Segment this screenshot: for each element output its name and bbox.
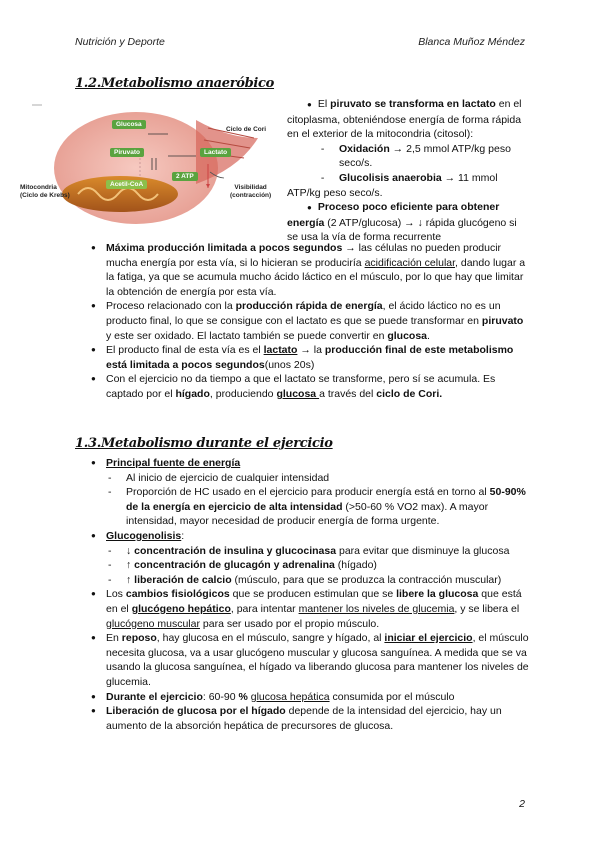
header-right: Blanca Muñoz Méndez xyxy=(418,36,525,48)
bullet-produccion-rapida: ● Proceso relacionado con la producción rápida de energía, el ácido láctico no es un producto final, lo que se consigue con el lactato es que se puede transformar en piruvato y este ser oxidado. El lactato también se puede convertir en glucosa. xyxy=(88,299,530,343)
dash-calcio: - ↑ liberación de calcio (músculo, para que se produzca la contracción muscular) xyxy=(88,573,530,588)
bullet-cambios-fisiologicos: ● Los cambios fisiológicos que se producen estimulan que se libere la glucosa que está en el glucógeno hepático, para intentar mantener los niveles de glucemia, y se libera el glucógeno muscular para ser usado por el propio músculo. xyxy=(88,587,530,631)
diagram-illustration xyxy=(18,98,280,240)
bullet-proceso-poco-eficiente: ● Proceso poco eficiente para obtener energía (2 ATP/glucosa) → ↓ rápida glucógeno si se usa la vía de forma recurrente xyxy=(287,201,517,244)
dash-glucolisis: - Glucolisis anaerobia → 11 mmol ATP/kg peso seco/s. xyxy=(287,171,498,199)
glucosa-box: Glucosa xyxy=(112,120,146,129)
bullet-principal-fuente: ● Principal fuente de energía xyxy=(88,456,530,471)
section-title-ejercicio: 1.3.Metabolismo durante el ejercicio xyxy=(75,436,333,451)
page-number: 2 xyxy=(519,798,525,810)
section-title-anaerobico: 1.2.Metabolismo anaeróbico xyxy=(75,76,275,91)
ciclo-cori-label: Ciclo de Cori xyxy=(226,126,267,133)
acetil-box: Acetil-CoA xyxy=(106,180,147,189)
dash-insulina: - ↓ concentración de insulina y glucocinasa para evitar que disminuye la glucosa xyxy=(88,544,530,559)
section2-bullets xyxy=(88,456,530,733)
header-left: Nutrición y Deporte xyxy=(75,36,165,48)
atp-box: 2 ATP xyxy=(172,172,198,181)
bullet-maxima-produccion: ● Máxima producción limitada a pocos segundos → las células no pueden producir mucha energía por esta vía, si lo hicieran se produciría acidificación celular, dando lugar a la fatiga, ya que se acumula mucho ácido láctico en el músculo, por lo que hay que limitar la obtención de energía por esta vía. xyxy=(88,241,530,299)
lactato-box: Lactato xyxy=(200,148,231,157)
dash-glucagon: - ↑ concentración de glucagón y adrenalina (hígado) xyxy=(88,558,530,573)
bullet-durante-ejercicio: ● Durante el ejercicio: 60-90 % glucosa hepática consumida por el músculo xyxy=(88,690,530,705)
mitocondria-label: Mitocondria (Ciclo de Krebs) xyxy=(20,184,70,199)
metabolism-diagram xyxy=(18,98,280,240)
section1-right-column xyxy=(287,97,529,245)
bullet-ciclo-cori: ● Con el ejercicio no da tiempo a que el lactato se transforme, pero sí se acumula. Es captado por el hígado, produciendo glucosa a través del ciclo de Cori. xyxy=(88,372,530,401)
bullet-piruvato: ● El piruvato se transforma en lactato en el citoplasma, obteniéndose energía de forma rápida en el exterior de la mitocondria (citosol): xyxy=(287,98,522,141)
bullet-reposo: ● En reposo, hay glucosa en el músculo, sangre y hígado, al iniciar el ejercicio, el músculo necesita glucosa, va a usar glucógeno muscular y glucosa sanguínea. A medida que se va usando la glucosa sanguínea, el hígado va liberando glucosa para mantener los niveles de glucemia. xyxy=(88,631,530,689)
bullet-liberacion-higado: ● Liberación de glucosa por el hígado depende de la intensidad del ejercicio, hay un aumento de la absorción hepática de precursores de glucosa. xyxy=(88,704,530,733)
dash-oxidacion: - Oxidación → 2,5 mmol ATP/kg peso seco/s. xyxy=(320,142,511,170)
dash-proporcion-hc: - Proporción de HC usado en el ejercicio para producir energía está en torno al 50-90% de la energía en ejercicio de alta intensidad (>50-60 % VO2 max). A mayor intensidad, mayor necesidad de producir energía de forma urgente. xyxy=(88,485,530,529)
visibilidad-label: Visibilidad (contracción) xyxy=(230,184,272,199)
dash-inicio-ejercicio: - Al inicio de ejercicio de cualquier intensidad xyxy=(88,471,530,486)
bullet-producto-final: ● El producto final de esta vía es el lactato → la producción final de este metabolismo está limitada a pocos segundos(unos 20s) xyxy=(88,343,530,372)
piruvato-box: Piruvato xyxy=(110,148,144,157)
section1-bullets xyxy=(88,241,530,402)
bullet-glucogenolisis: ● Glucogenolisis: xyxy=(88,529,530,544)
